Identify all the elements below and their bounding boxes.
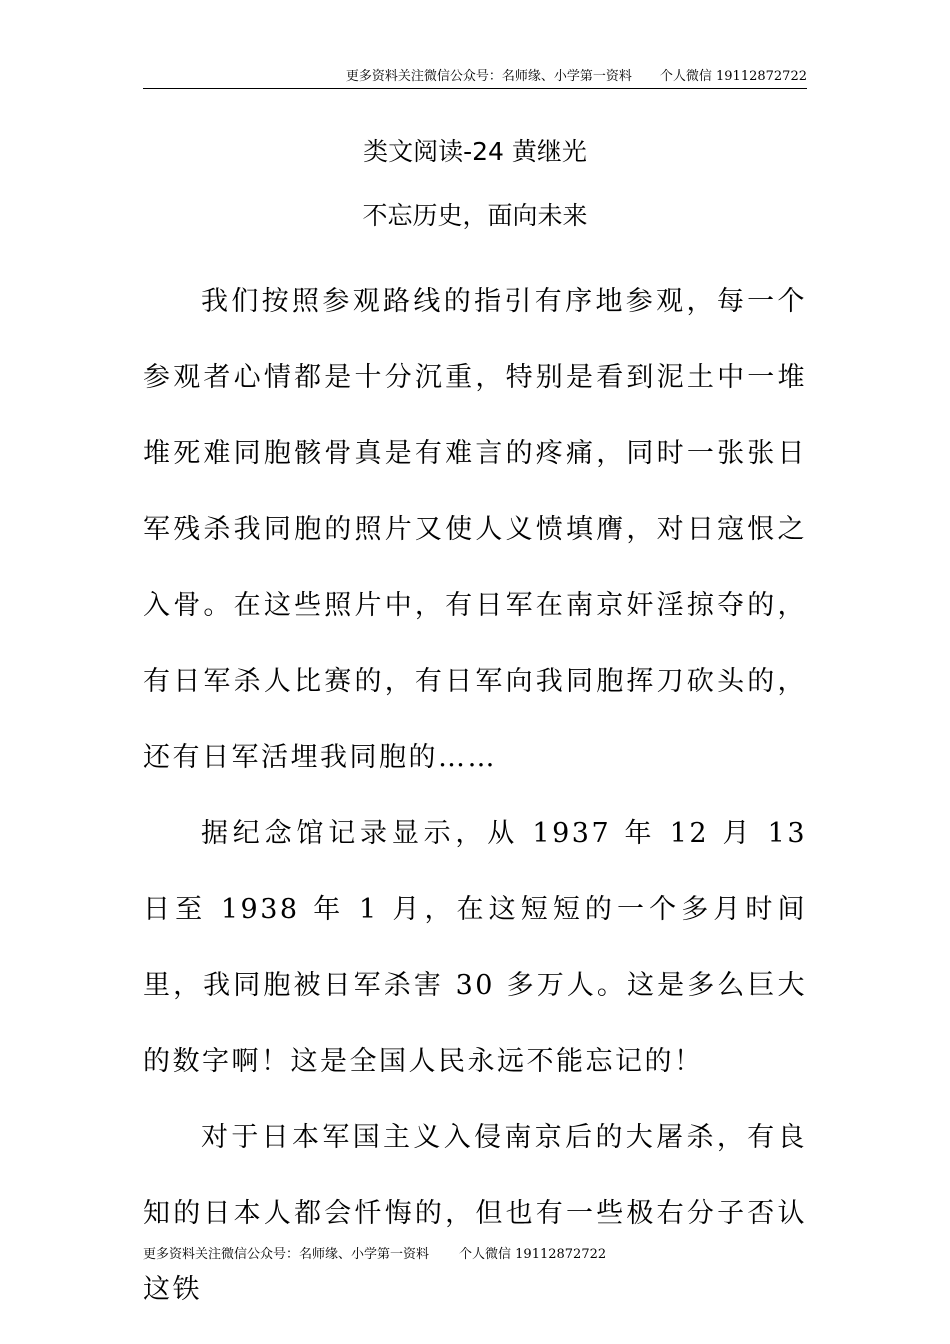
paragraph: 据纪念馆记录显示，从 1937 年 12 月 13 日至 1938 年 1 月，在这短短的一个多月时间里，我同胞被日军杀害 30 多万人。这是多么巨大的数字啊！这是全国人民永远不能忘记的！ bbox=[143, 818, 807, 1077]
footer-wechat-note: 更多资料关注微信公众号：名师缘、小学第一资料 bbox=[143, 1247, 430, 1262]
footer-personal-wechat: 个人微信 19112872722 bbox=[459, 1247, 607, 1262]
header-wechat-note: 更多资料关注微信公众号：名师缘、小学第一资料 bbox=[345, 69, 632, 84]
header-personal-wechat: 个人微信 19112872722 bbox=[659, 69, 807, 84]
paragraph: 对于日本军国主义入侵南京后的大屠杀，有良知的日本人都会忏悔的，但也有一些极右分子否认这铁 bbox=[143, 1122, 807, 1305]
page-footer bbox=[143, 1244, 606, 1266]
page-header bbox=[143, 66, 807, 89]
article-body bbox=[143, 264, 807, 1328]
document-subtitle: 不忘历史，面向未来 bbox=[362, 201, 588, 230]
paragraph: 我们按照参观路线的指引有序地参观，每一个参观者心情都是十分沉重，特别是看到泥土中一堆堆死难同胞骸骨真是有难言的疼痛，同时一张张日军残杀我同胞的照片又使人义愤填膺，对日寇恨之入骨。在这些照片中，有日军在南京奸淫掠夺的，有日军杀人比赛的，有日军向我同胞挥刀砍头的，还有日军活埋我同胞的…… bbox=[143, 286, 807, 773]
document-title: 类文阅读-24 黄继光 bbox=[363, 137, 587, 166]
